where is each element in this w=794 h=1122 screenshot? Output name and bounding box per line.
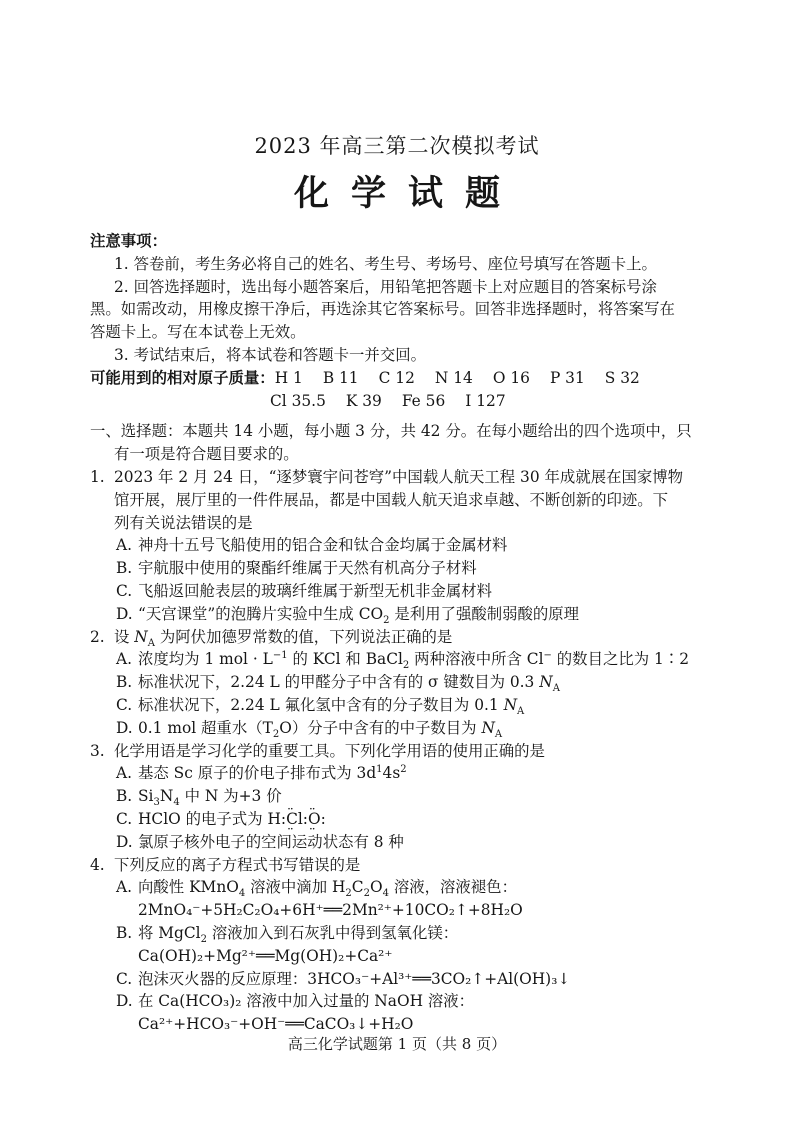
atomic-mass: C 12 bbox=[378, 368, 415, 387]
option-text: 溶液加入到石灰乳中得到氢氧化镁： bbox=[206, 923, 459, 942]
option-text: 溶液中滴加 H bbox=[245, 878, 346, 897]
question-1-stem bbox=[90, 466, 690, 489]
question-4-option-a bbox=[90, 876, 690, 899]
option-text: 标准状况下，2.24 L 氟化氢中含有的分子数目为 0.1 bbox=[138, 695, 504, 714]
option-text: C bbox=[351, 878, 364, 897]
section-1-title-cont: 有一项是符合题目要求的。 bbox=[114, 445, 299, 464]
symbol: N bbox=[481, 718, 495, 737]
question-2-option-c bbox=[90, 694, 690, 717]
question-2-option-b bbox=[90, 671, 690, 694]
question-3-option-b bbox=[90, 785, 690, 808]
atomic-mass: B 11 bbox=[322, 368, 359, 387]
option-text: 的 KCl 和 BaCl bbox=[287, 650, 403, 669]
notes-heading: 注意事项： bbox=[90, 232, 167, 250]
symbol: N bbox=[134, 627, 148, 646]
option-text: 飞船返回舱表层的玻璃纤维属于新型无机非金属材料 bbox=[138, 581, 492, 600]
question-4-option-d bbox=[90, 990, 690, 1013]
option-text: Si bbox=[138, 787, 154, 806]
atomic-mass: N 14 bbox=[434, 368, 473, 387]
option-label: B. bbox=[116, 923, 133, 942]
option-label: D. bbox=[116, 604, 133, 623]
electron-pair: : bbox=[302, 809, 308, 828]
atomic-mass: I 127 bbox=[465, 391, 506, 410]
option-text: 向酸性 KMnO bbox=[138, 878, 239, 897]
subscript: A bbox=[517, 706, 525, 718]
question-1-stem-cont: 馆开展，展厅里的一件件展品，都是中国载人航天追求卓越、不断创新的印迹。下 bbox=[114, 490, 669, 509]
subscript: 4 bbox=[173, 797, 180, 809]
symbol: N bbox=[539, 673, 553, 692]
electron-dot-formula: ·· Cl ·· bbox=[286, 808, 303, 831]
question-number: 3. bbox=[90, 741, 105, 760]
question-number: 2. bbox=[90, 627, 105, 646]
subscript: 2 bbox=[345, 888, 352, 900]
notes-item-2: 2. 回答选择题时，选出每小题答案后，用铅笔把答题卡上对应题目的答案标号涂 bbox=[114, 277, 657, 296]
option-text: 4s bbox=[382, 764, 401, 783]
exam-title: 2023 年高三第二次模拟考试 bbox=[254, 134, 540, 158]
option-label: C. bbox=[116, 809, 133, 828]
option-text: 中 N 为+3 价 bbox=[179, 787, 282, 806]
option-label: C. bbox=[116, 695, 133, 714]
atomic-mass: O 16 bbox=[492, 368, 530, 387]
option-text: “天宫课堂”的泡腾片实验中生成 CO bbox=[138, 604, 384, 623]
option-label: B. bbox=[116, 673, 133, 692]
question-number: 4. bbox=[90, 855, 105, 874]
subscript: 2 bbox=[363, 888, 370, 900]
question-4-option-d-equation: Ca²⁺+HCO₃⁻+OH⁻══CaCO₃↓+H₂O bbox=[138, 1015, 414, 1034]
subscript: 2 bbox=[200, 933, 207, 945]
option-label: B. bbox=[116, 559, 133, 578]
question-text: 为阿伏加德罗常数的值，下列说法正确的是 bbox=[155, 627, 453, 646]
option-label: B. bbox=[116, 787, 133, 806]
option-text: 的数目之比为 1∶2 bbox=[551, 650, 689, 669]
question-3-option-d bbox=[90, 831, 690, 854]
question-1-option-c bbox=[90, 580, 690, 603]
question-4-option-b-equation: Ca(OH)₂+Mg²⁺══Mg(OH)₂+Ca²⁺ bbox=[138, 946, 393, 965]
question-1-option-a bbox=[90, 534, 690, 557]
option-label: A. bbox=[116, 878, 133, 897]
question-text: 下列反应的离子方程式书写错误的是 bbox=[114, 855, 361, 874]
electron-pair: : bbox=[320, 809, 326, 828]
option-text: 溶液，溶液褪色： bbox=[388, 878, 517, 897]
option-text: HClO 的电子式为 H bbox=[138, 809, 281, 828]
question-4-option-c bbox=[90, 968, 690, 991]
subscript: A bbox=[494, 728, 503, 740]
subscript: A bbox=[552, 683, 560, 695]
question-2-stem bbox=[90, 626, 690, 649]
notes-item-3: 3. 考试结束后，将本试卷和答题卡一并交回。 bbox=[114, 345, 426, 364]
superscript: 2 bbox=[400, 764, 407, 776]
option-text: N bbox=[159, 787, 174, 806]
question-number: 1. bbox=[90, 467, 105, 486]
option-label: C. bbox=[116, 581, 133, 600]
question-4-option-a-equation: 2MnO₄⁻+5H₂C₂O₄+6H⁺══2Mn²⁺+10CO₂↑+8H₂O bbox=[138, 901, 523, 920]
option-text: 是利用了强酸制弱酸的原理 bbox=[389, 604, 580, 623]
question-text: 设 bbox=[114, 627, 135, 646]
subscript: A bbox=[147, 637, 155, 649]
subscript: 2 bbox=[383, 614, 390, 626]
notes-item-2-cont2: 答题卡上。写在本试卷上无效。 bbox=[90, 323, 306, 342]
question-text: 化学用语是学习化学的重要工具。下列化学用语的使用正确的是 bbox=[114, 741, 545, 760]
subscript: 4 bbox=[238, 888, 246, 900]
option-text: O）分子中含有的中子数目为 bbox=[279, 718, 482, 737]
question-2-option-d bbox=[90, 717, 690, 740]
option-label: A. bbox=[116, 536, 133, 555]
question-3-option-a bbox=[90, 762, 690, 785]
subscript: 4 bbox=[382, 888, 389, 900]
atomic-mass: Cl 35.5 bbox=[270, 391, 326, 410]
option-text: 浓度均为 1 mol · L bbox=[138, 650, 273, 669]
atomic-mass: K 39 bbox=[345, 391, 382, 410]
option-text: 0.1 mol 超重水（T bbox=[138, 718, 273, 737]
option-label: D. bbox=[116, 992, 133, 1011]
exam-body bbox=[90, 230, 690, 1036]
option-text: 在 Ca(HCO₃)₂ 溶液中加入过量的 NaOH 溶液： bbox=[138, 992, 475, 1011]
option-text: 宇航服中使用的聚酯纤维属于天然有机高分子材料 bbox=[138, 559, 477, 578]
option-label: D. bbox=[116, 832, 133, 851]
subscript: 2 bbox=[272, 728, 280, 740]
question-1-option-d bbox=[90, 603, 690, 626]
option-text: 神舟十五号飞船使用的铝合金和钛合金均属于金属材料 bbox=[138, 536, 508, 555]
atomic-mass: S 32 bbox=[604, 368, 640, 387]
notes-item-1: 1. 答卷前，考生务必将自己的姓名、考生号、考场号、座位号填写在答题卡上。 bbox=[114, 254, 657, 273]
option-label: D. bbox=[116, 718, 133, 737]
notes-item-2-cont: 黑。如需改动，用橡皮擦干净后，再选涂其它答案标号。回答非选择题时，将答案写在 bbox=[90, 300, 675, 319]
option-text: 两种溶液中所含 Cl bbox=[409, 650, 544, 669]
symbol: N bbox=[503, 695, 518, 714]
option-label: A. bbox=[116, 764, 133, 783]
question-1-stem-cont2: 列有关说法错误的是 bbox=[114, 513, 253, 532]
section-1-title: 一、选择题：本题共 14 小题，每小题 3 分，共 42 分。在每小题给出的四个选项中，只 bbox=[90, 422, 692, 441]
superscript: 1 bbox=[376, 764, 383, 776]
option-text: 标准状况下，2.24 L 的甲醛分子中含有的 σ 键数目为 0.3 bbox=[138, 673, 540, 692]
atomic-mass: H 1 bbox=[274, 368, 303, 387]
question-3-option-c bbox=[90, 808, 690, 831]
question-1-option-b bbox=[90, 557, 690, 580]
option-label: C. bbox=[116, 969, 133, 988]
option-text: 基态 Sc 原子的价电子排布式为 3d bbox=[138, 764, 377, 783]
superscript: − bbox=[543, 650, 552, 662]
subject-title: 化学试题 bbox=[293, 173, 522, 214]
atomic-mass: Fe 56 bbox=[401, 391, 446, 410]
question-3-stem bbox=[90, 740, 690, 763]
electron-dot-formula: ·· O ·· bbox=[308, 808, 321, 831]
option-label: A. bbox=[116, 650, 133, 669]
atomic-mass: P 31 bbox=[549, 368, 585, 387]
atomic-masses-row1 bbox=[90, 367, 690, 390]
question-4-option-b bbox=[90, 922, 690, 945]
page-footer: 高三化学试题第 1 页（共 8 页） bbox=[287, 1035, 507, 1053]
option-text: 氯原子核外电子的空间运动状态有 8 种 bbox=[138, 832, 404, 851]
option-text: 泡沫灭火器的反应原理：3HCO₃⁻+Al³⁺══3CO₂↑+Al(OH)₃↓ bbox=[138, 969, 571, 988]
atomic-masses-row2 bbox=[90, 390, 690, 413]
option-text: 将 MgCl bbox=[138, 923, 201, 942]
option-text: O bbox=[369, 878, 383, 897]
question-4-stem bbox=[90, 854, 690, 877]
question-2-option-a bbox=[90, 648, 690, 671]
subscript: 3 bbox=[153, 797, 160, 809]
subscript: 2 bbox=[402, 660, 410, 672]
atomic-masses-label: 可能用到的相对原子质量： bbox=[90, 368, 275, 387]
superscript: −1 bbox=[272, 650, 288, 662]
electron-pair: : bbox=[280, 809, 287, 828]
question-text: 2023 年 2 月 24 日，“逐梦寰宇问苍穹”中国载人航天工程 30 年成就展在国家博物 bbox=[114, 467, 684, 486]
